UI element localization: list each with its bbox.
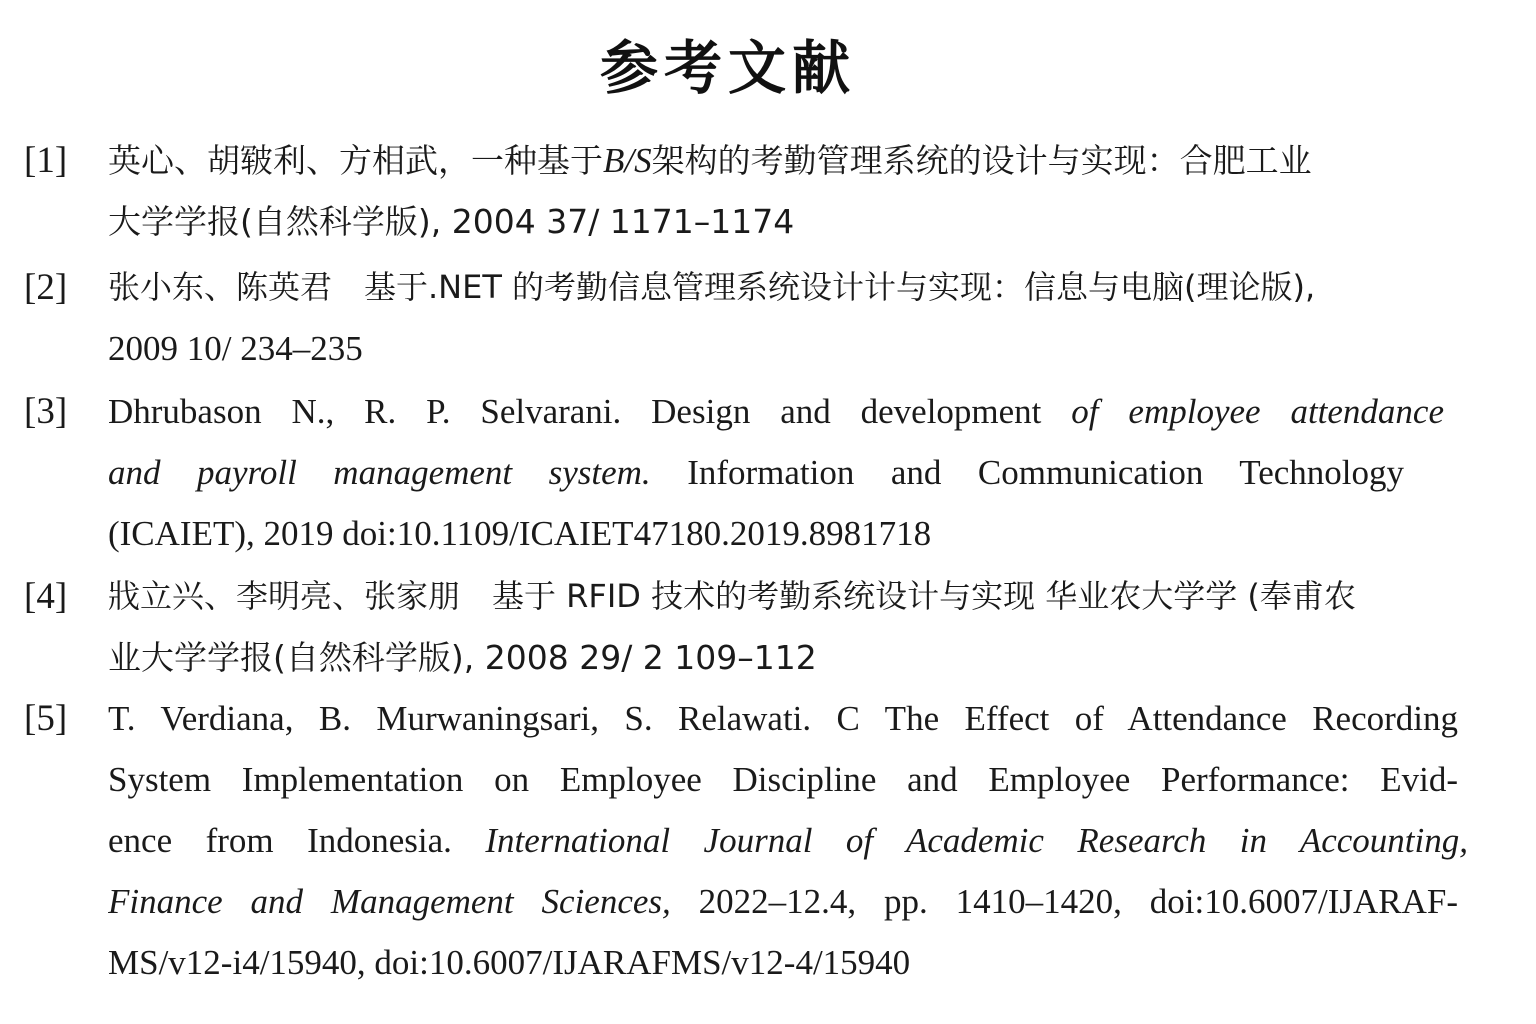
- reference-line: [108, 871, 1458, 932]
- reference-authors-title: 英心、胡皲利、方相武，一种基于: [108, 141, 603, 180]
- reference-journal: Finance and Management Sciences,: [108, 882, 671, 921]
- reference-line: [108, 381, 1444, 442]
- reference-title-rest: 架构的考勤管理系统的设计与实现：合肥工业: [651, 141, 1312, 180]
- reference-authors-title: Dhrubason N., R. P. Selvarani. Design and development: [108, 392, 1042, 431]
- reference-line: System Implementation on Employee Discipline and Employee Performance: Evid-: [108, 760, 1458, 799]
- reference-line: [108, 810, 1468, 871]
- reference-details: 2022–12.4, pp. 1410–1420, doi:10.6007/IJARAF-: [698, 882, 1458, 921]
- reference-line: (ICAIET), 2019 doi:10.1109/ICAIET47180.2019.8981718: [108, 514, 932, 553]
- reference-line: MS/v12-i4/15940, doi:10.6007/IJARAFMS/v12-4/15940: [108, 943, 911, 982]
- reference-italic-title: of employee attendance: [1071, 392, 1444, 431]
- reference-number: [1]: [24, 140, 68, 181]
- reference-text: [108, 381, 1478, 564]
- reference-italic-term: B/S: [603, 141, 652, 180]
- reference-italic-title: and payroll management system.: [108, 453, 651, 492]
- reference-number: [4]: [24, 576, 68, 617]
- reference-line: 2009 10/ 234–235: [108, 329, 363, 368]
- reference-text: [108, 257, 1478, 379]
- reference-title-end: ence from Indonesia.: [108, 821, 452, 860]
- reference-number: [3]: [24, 391, 68, 432]
- reference-number: [2]: [24, 267, 68, 308]
- reference-line: 业大学学报(自然科学版), 2008 29/ 2 109–112: [108, 638, 817, 677]
- reference-line: 张小东、陈英君 基于.NET 的考勤信息管理系统设计计与实现：信息与电脑(理论版),: [108, 268, 1316, 306]
- reference-line: 大学学报(自然科学版), 2004 37/ 1171–1174: [108, 202, 795, 241]
- reference-line: [108, 442, 1404, 503]
- reference-source: Information and Communication Technology: [687, 453, 1404, 492]
- page-title: 参考文献: [599, 34, 856, 102]
- reference-line: T. Verdiana, B. Murwaningsari, S. Relawati. C The Effect of Attendance Recording: [108, 699, 1458, 738]
- reference-journal: International Journal of Academic Research in Accounting,: [485, 821, 1468, 860]
- reference-line: 戕立兴、李明亮、张家朋 基于 RFID 技术的考勤系统设计与实现 华业农大学学 (奉甫农: [108, 577, 1356, 615]
- reference-text: [108, 130, 1478, 252]
- reference-line: [108, 130, 1478, 191]
- reference-text: [108, 566, 1478, 688]
- reference-number: [5]: [24, 698, 68, 739]
- reference-text: [108, 688, 1478, 993]
